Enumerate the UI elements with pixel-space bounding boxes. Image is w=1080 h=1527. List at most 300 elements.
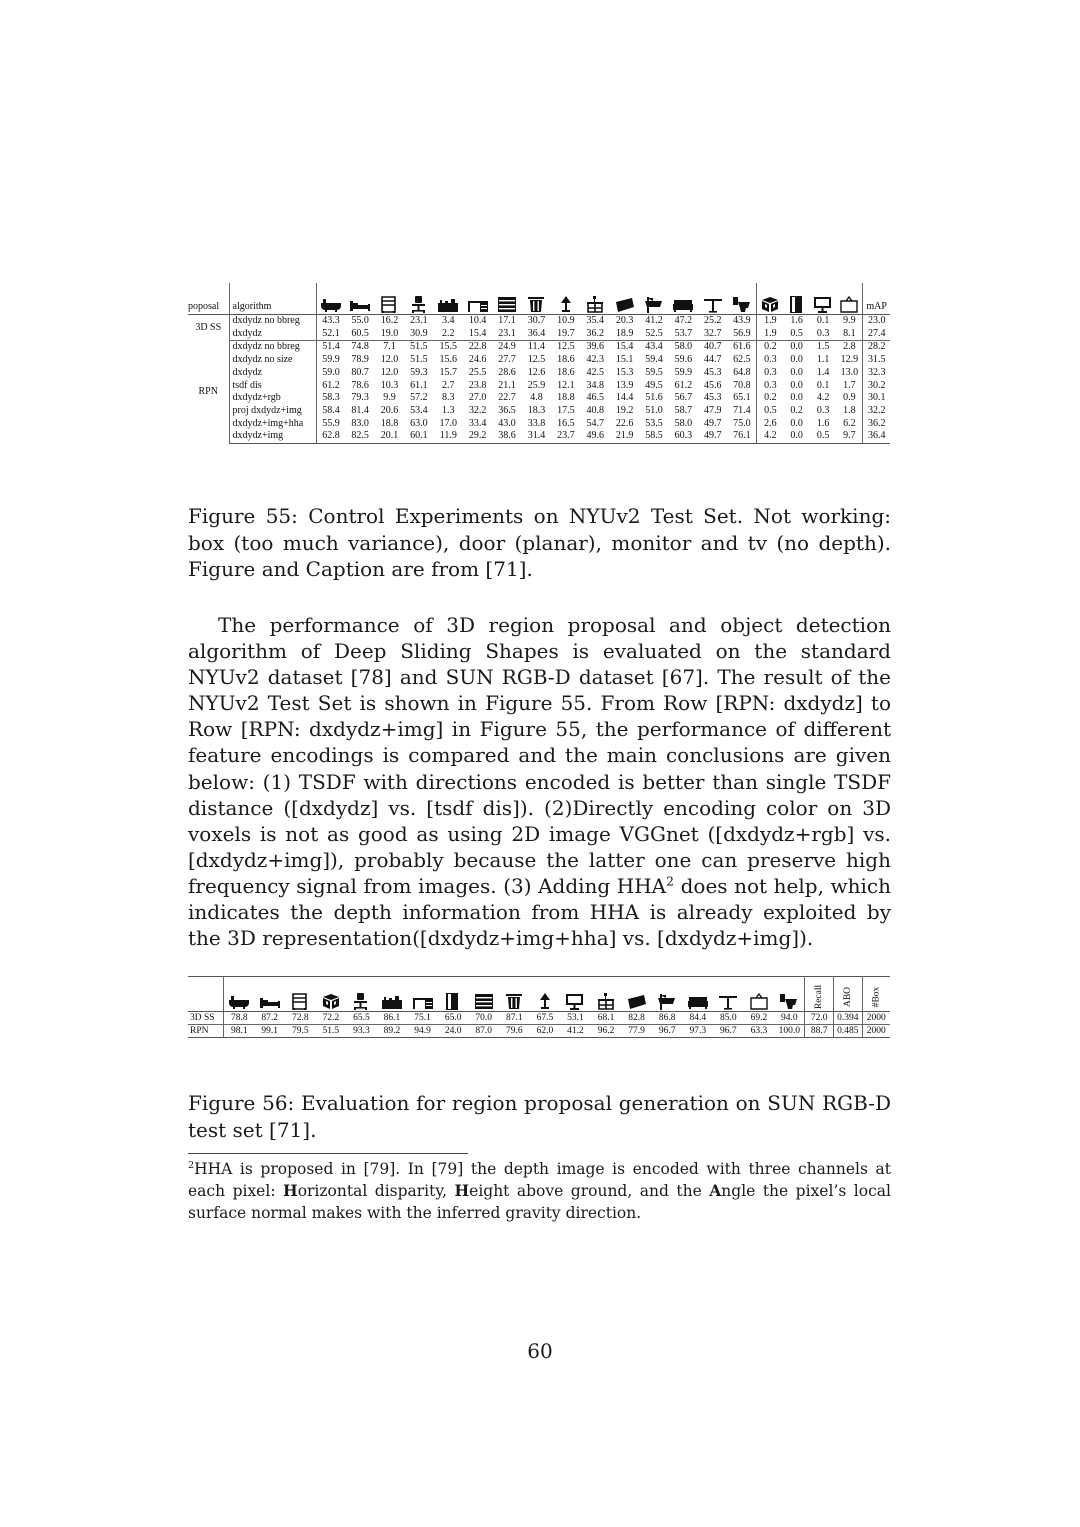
value-cell: 52.1 <box>316 328 345 341</box>
value-cell: 65.5 <box>346 1012 377 1025</box>
value-cell: 21.1 <box>498 379 516 391</box>
bathtub-icon <box>224 992 254 1011</box>
value-cell: 20.3 <box>615 315 634 326</box>
value-cell: 0.5 <box>810 430 837 443</box>
column-header-bed <box>254 977 285 1012</box>
value-cell: 11.9 <box>434 430 463 443</box>
table-row <box>188 328 890 341</box>
value-cell: 20.1 <box>375 430 404 443</box>
footnote-text: orizontal disparity, <box>297 1182 455 1200</box>
column-header-counter <box>434 283 463 315</box>
value-cell: 23.1 <box>492 328 521 341</box>
value-cell: 12.1 <box>557 379 575 391</box>
extra-header-label: Recall <box>814 984 825 1010</box>
value-cell: 12.5 <box>557 341 575 353</box>
value-cell: 45.6 <box>704 379 722 391</box>
value-cell: 72.8 <box>285 1012 316 1025</box>
column-header-tv <box>836 283 863 315</box>
value-cell: 76.1 <box>727 430 756 443</box>
dresser-icon <box>468 992 499 1011</box>
extra-header <box>862 977 890 1012</box>
column-header-sink <box>652 977 683 1012</box>
value-cell: 0.0 <box>790 417 803 429</box>
map-cell: 27.4 <box>863 328 890 341</box>
table-row <box>188 354 890 367</box>
value-cell: 59.6 <box>674 354 693 366</box>
value-cell: 42.5 <box>586 366 604 378</box>
algorithm-cell: proj dxdydz+img <box>229 405 316 418</box>
map-cell: 28.2 <box>863 341 890 354</box>
value-cell: 19.0 <box>375 328 404 341</box>
value-cell: 55.0 <box>351 315 369 326</box>
value-cell: 98.1 <box>224 1025 255 1038</box>
garbage-bin-icon <box>522 295 551 314</box>
column-header-dresser <box>492 283 521 315</box>
value-cell: 58.0 <box>674 417 693 429</box>
value-cell: 23.7 <box>551 430 580 443</box>
value-cell: 79.5 <box>285 1025 316 1038</box>
value-cell: 12.6 <box>527 366 546 378</box>
value-cell: 44.7 <box>704 354 722 366</box>
map-cell: 30.1 <box>863 392 890 405</box>
column-header-sofa <box>682 977 713 1012</box>
sink-icon <box>652 992 683 1011</box>
value-cell: 49.7 <box>704 417 722 429</box>
box-icon <box>316 992 347 1011</box>
value-cell: 33.4 <box>468 417 487 429</box>
value-cell: 2.6 <box>757 418 784 431</box>
value-cell: 58.3 <box>322 392 340 404</box>
value-cell: 25.5 <box>468 366 487 378</box>
map-cell: 36.4 <box>863 430 890 443</box>
value-cell: 99.1 <box>254 1025 285 1038</box>
door-icon <box>783 295 810 314</box>
column-header-chair <box>346 977 377 1012</box>
value-cell: 86.8 <box>652 1012 683 1025</box>
column-header-monitor <box>810 283 837 315</box>
column-header-box <box>757 283 784 315</box>
chair-icon <box>404 295 433 314</box>
value-cell: 38.6 <box>492 430 521 443</box>
value-cell: 20.6 <box>380 404 399 416</box>
column-header-desk <box>463 283 492 315</box>
proposal-header: poposal <box>188 283 229 315</box>
column-header-door <box>438 977 469 1012</box>
algorithm-cell: dxdydz+rgb <box>229 392 316 405</box>
footnote-bold-h: H <box>283 1181 298 1200</box>
value-cell: 61.6 <box>733 341 751 353</box>
value-cell: 0.0 <box>790 379 803 391</box>
value-cell: 36.2 <box>581 328 610 341</box>
sofa-icon <box>669 295 698 314</box>
value-cell: 74.8 <box>351 341 369 353</box>
value-cell: 0.0 <box>783 430 810 443</box>
value-cell: 15.4 <box>463 328 492 341</box>
value-cell: 53.5 <box>645 417 663 429</box>
value-cell: 59.5 <box>645 366 663 378</box>
value-cell: 15.7 <box>439 366 458 378</box>
toilet-icon <box>774 992 804 1011</box>
value-cell: 0.3 <box>816 404 830 416</box>
value-cell: 1.6 <box>790 315 803 326</box>
value-cell: 1.1 <box>816 354 830 366</box>
value-cell: 40.7 <box>704 341 722 353</box>
value-cell: 21.9 <box>610 430 639 443</box>
night-stand-icon <box>581 295 610 314</box>
extra-header <box>833 977 862 1012</box>
value-cell: 22.8 <box>468 341 487 353</box>
value-cell: 49.5 <box>645 379 663 391</box>
column-header-desk <box>407 977 438 1012</box>
value-cell: 61.2 <box>674 379 693 391</box>
value-cell: 1.5 <box>816 341 830 353</box>
value-cell: 94.0 <box>774 1012 805 1025</box>
value-cell: 87.2 <box>254 1012 285 1025</box>
extra-header-label: #Box <box>871 986 882 1008</box>
table-row <box>188 315 890 328</box>
bookshelf-icon <box>375 295 404 314</box>
pillow-icon <box>621 992 652 1011</box>
toilet-icon <box>727 295 756 314</box>
value-cell: 62.5 <box>733 354 751 366</box>
algorithm-cell: dxdydz+img <box>229 430 316 443</box>
value-cell: 0.2 <box>790 404 803 416</box>
value-cell: 30.9 <box>404 328 433 341</box>
value-cell: 13.0 <box>840 366 859 378</box>
value-cell: 89.2 <box>377 1025 408 1038</box>
figure-55-caption: Figure 55: Control Experiments on NYUv2 Test Set. Not working: box (too much variance), door (planar), monitor and tv (no depth). Figure and Caption are from [71]. <box>188 504 891 581</box>
value-cell: 31.4 <box>522 430 551 443</box>
value-cell: 43.4 <box>645 341 663 353</box>
value-cell: 43.9 <box>733 315 751 326</box>
value-cell: 78.8 <box>224 1012 255 1025</box>
column-header-monitor <box>560 977 591 1012</box>
value-cell: 80.7 <box>351 366 369 378</box>
footnote-text: eight above ground, and the <box>469 1182 710 1200</box>
table-row <box>188 1012 890 1025</box>
value-cell: 0.3 <box>810 328 837 341</box>
value-cell: 9.9 <box>383 392 396 404</box>
column-header-sofa <box>669 283 698 315</box>
value-cell: 75.0 <box>733 417 751 429</box>
value-cell: 61.1 <box>410 379 428 391</box>
value-cell: 54.7 <box>586 417 604 429</box>
value-cell: 2.7 <box>442 379 455 391</box>
value-cell: 32.7 <box>698 328 727 341</box>
value-cell: 58.4 <box>322 404 340 416</box>
value-cell: 12.0 <box>380 354 399 366</box>
proposal-cell: 3D SS <box>195 321 222 333</box>
value-cell: 10.9 <box>557 315 575 326</box>
value-cell: 64.8 <box>733 366 751 378</box>
row-label: 3D SS <box>188 1012 224 1025</box>
value-cell: 8.1 <box>836 328 863 341</box>
value-cell: 41.2 <box>560 1025 591 1038</box>
value-cell: 15.4 <box>615 341 634 353</box>
column-header-dresser <box>468 977 499 1012</box>
value-cell: 46.5 <box>586 392 604 404</box>
value-cell: 82.8 <box>621 1012 652 1025</box>
extra-cell: 2000 <box>862 1012 890 1025</box>
value-cell: 0.9 <box>843 392 856 404</box>
value-cell: 86.1 <box>377 1012 408 1025</box>
value-cell: 0.1 <box>816 379 830 391</box>
value-cell: 85.0 <box>713 1012 744 1025</box>
box-icon <box>757 295 783 314</box>
value-cell: 27.7 <box>498 354 516 366</box>
row-label-header <box>188 977 224 1012</box>
lamp-icon <box>530 992 561 1011</box>
value-cell: 35.4 <box>586 315 604 326</box>
value-cell: 97.3 <box>682 1025 713 1038</box>
value-cell: 0.0 <box>790 341 803 353</box>
monitor-icon <box>560 992 591 1011</box>
map-cell: 32.3 <box>863 367 890 380</box>
value-cell: 1.6 <box>816 417 830 429</box>
value-cell: 32.2 <box>468 404 487 416</box>
value-cell: 18.8 <box>380 417 399 429</box>
value-cell: 45.3 <box>704 366 722 378</box>
value-cell: 56.7 <box>674 392 693 404</box>
value-cell: 84.4 <box>682 1012 713 1025</box>
column-header-chair <box>404 283 433 315</box>
value-cell: 24.0 <box>438 1025 469 1038</box>
value-cell: 18.6 <box>557 366 575 378</box>
value-cell: 71.4 <box>733 404 751 416</box>
value-cell: 1.4 <box>816 366 830 378</box>
paragraph-text-cont: does not help, which indicates the depth information from HHA is already exploited by the 3D representation([dxdydz+img+hha] vs. [dxdydz+img]). <box>188 873 891 951</box>
column-header-bed <box>345 283 374 315</box>
row-label: RPN <box>188 1025 224 1038</box>
value-cell: 34.8 <box>586 379 604 391</box>
value-cell: 12.9 <box>840 354 859 366</box>
monitor-icon <box>810 295 837 314</box>
footnote-text: ngle the pixel’s local surface normal makes with the inferred gravity direction. <box>188 1182 891 1222</box>
map-cell: 30.2 <box>863 380 890 393</box>
table-icon <box>713 992 744 1011</box>
value-cell: 18.3 <box>527 404 546 416</box>
map-cell: 32.2 <box>863 405 890 418</box>
extra-cell: 2000 <box>862 1025 890 1038</box>
extra-cell: 0.394 <box>833 1012 862 1025</box>
value-cell: 7.1 <box>383 341 396 353</box>
value-cell: 30.7 <box>527 315 546 326</box>
value-cell: 0.3 <box>757 380 784 393</box>
value-cell: 45.3 <box>704 392 722 404</box>
value-cell: 70.8 <box>733 379 751 391</box>
algorithm-cell: dxdydz+img+hha <box>229 418 316 431</box>
value-cell: 19.7 <box>551 328 580 341</box>
value-cell: 4.2 <box>757 430 784 443</box>
value-cell: 1.7 <box>843 379 856 391</box>
value-cell: 81.4 <box>351 404 369 416</box>
column-header-night-stand <box>591 977 622 1012</box>
dresser-icon <box>492 295 521 314</box>
value-cell: 42.3 <box>586 354 604 366</box>
value-cell: 18.6 <box>557 354 575 366</box>
value-cell: 25.9 <box>527 379 546 391</box>
value-cell: 0.2 <box>757 341 784 354</box>
value-cell: 9.9 <box>843 315 856 326</box>
value-cell: 39.6 <box>586 341 604 353</box>
sofa-icon <box>682 992 713 1011</box>
proposal-cell: RPN <box>198 385 218 397</box>
value-cell: 58.7 <box>674 404 693 416</box>
value-cell: 10.3 <box>380 379 399 391</box>
value-cell: 13.9 <box>615 379 634 391</box>
footnote-mark: 2 <box>188 1159 195 1171</box>
footnote-bold-h: H <box>454 1181 470 1200</box>
value-cell: 0.0 <box>790 354 803 366</box>
table-row <box>188 392 890 405</box>
value-cell: 28.6 <box>498 366 516 378</box>
value-cell: 9.7 <box>836 430 863 443</box>
value-cell: 36.5 <box>498 404 516 416</box>
value-cell: 75.1 <box>407 1012 438 1025</box>
value-cell: 0.0 <box>790 366 803 378</box>
chair-icon <box>346 992 377 1011</box>
column-header-door <box>783 283 810 315</box>
column-header-pillow <box>621 977 652 1012</box>
value-cell: 24.9 <box>498 341 516 353</box>
value-cell: 60.1 <box>404 430 433 443</box>
table-row <box>188 430 890 443</box>
value-cell: 36.4 <box>522 328 551 341</box>
value-cell: 0.3 <box>757 367 784 380</box>
value-cell: 25.2 <box>704 315 722 326</box>
value-cell: 51.4 <box>322 341 340 353</box>
footnote-ref[interactable]: 2 <box>666 873 675 889</box>
value-cell: 96.7 <box>652 1025 683 1038</box>
value-cell: 29.2 <box>463 430 492 443</box>
value-cell: 49.6 <box>581 430 610 443</box>
value-cell: 58.0 <box>674 341 693 353</box>
value-cell: 55.9 <box>322 417 340 429</box>
value-cell: 78.9 <box>351 354 369 366</box>
map-cell: 23.0 <box>863 315 890 328</box>
map-cell: 36.2 <box>863 418 890 431</box>
algorithm-cell: dxdydz no size <box>229 354 316 367</box>
value-cell: 61.2 <box>322 379 340 391</box>
value-cell: 1.8 <box>843 404 856 416</box>
value-cell: 51.6 <box>645 392 663 404</box>
value-cell: 58.5 <box>639 430 668 443</box>
bookshelf-icon <box>285 992 316 1011</box>
value-cell: 51.0 <box>645 404 663 416</box>
value-cell: 60.5 <box>345 328 374 341</box>
extra-cell: 0.485 <box>833 1025 862 1038</box>
value-cell: 1.9 <box>757 328 784 341</box>
value-cell: 0.5 <box>757 405 784 418</box>
column-header-toilet <box>727 283 756 315</box>
extra-cell: 72.0 <box>805 1012 834 1025</box>
value-cell: 0.3 <box>757 354 784 367</box>
value-cell: 0.5 <box>783 328 810 341</box>
value-cell: 43.3 <box>322 315 340 326</box>
value-cell: 23.8 <box>468 379 487 391</box>
body-paragraph <box>188 612 891 951</box>
value-cell: 3.4 <box>442 315 455 326</box>
region-proposal-table <box>188 976 890 1038</box>
value-cell: 0.0 <box>790 392 803 404</box>
value-cell: 1.9 <box>757 315 784 328</box>
value-cell: 2.8 <box>843 341 856 353</box>
column-header-pillow <box>610 283 639 315</box>
value-cell: 40.8 <box>586 404 604 416</box>
value-cell: 22.6 <box>615 417 634 429</box>
column-header-bathtub <box>316 283 345 315</box>
value-cell: 59.4 <box>645 354 663 366</box>
value-cell: 94.9 <box>407 1025 438 1038</box>
value-cell: 68.1 <box>591 1012 622 1025</box>
desk-icon <box>407 992 438 1011</box>
value-cell: 4.8 <box>530 392 543 404</box>
value-cell: 0.2 <box>757 392 784 405</box>
value-cell: 62.8 <box>316 430 345 443</box>
value-cell: 47.2 <box>674 315 693 326</box>
footnote-text: HHA is proposed in [79]. In [79] the depth image is encoded with three channels at each pixel: <box>188 1160 891 1200</box>
value-cell: 67.5 <box>530 1012 561 1025</box>
column-header-table <box>713 977 744 1012</box>
algorithm-cell: dxdydz no bbreg <box>229 315 316 328</box>
value-cell: 87.1 <box>499 1012 530 1025</box>
table-row <box>188 367 890 380</box>
value-cell: 11.4 <box>527 341 546 353</box>
value-cell: 52.5 <box>639 328 668 341</box>
tv-icon <box>744 992 775 1011</box>
value-cell: 59.9 <box>674 366 693 378</box>
figure-56-caption: Figure 56: Evaluation for region proposal generation on SUN RGB-D test set [71]. <box>188 1091 891 1142</box>
footnote-rule <box>188 1153 468 1154</box>
extra-header <box>805 977 834 1012</box>
value-cell: 96.2 <box>591 1025 622 1038</box>
value-cell: 16.5 <box>557 417 575 429</box>
night-stand-icon <box>591 992 622 1011</box>
value-cell: 12.5 <box>527 354 546 366</box>
value-cell: 77.9 <box>621 1025 652 1038</box>
value-cell: 70.0 <box>468 1012 499 1025</box>
bathtub-icon <box>317 295 346 314</box>
column-header-bookshelf <box>375 283 404 315</box>
value-cell: 79.3 <box>351 392 369 404</box>
counter-icon <box>377 992 408 1011</box>
table-row <box>188 341 890 354</box>
value-cell: 51.5 <box>316 1025 347 1038</box>
column-header-sink <box>639 283 668 315</box>
value-cell: 1.3 <box>442 404 455 416</box>
value-cell: 15.1 <box>615 354 634 366</box>
column-header-tv <box>744 977 775 1012</box>
value-cell: 72.2 <box>316 1012 347 1025</box>
value-cell: 100.0 <box>774 1025 805 1038</box>
table-row <box>188 405 890 418</box>
table-row <box>188 1025 890 1038</box>
extra-header-label: ABO <box>842 986 853 1008</box>
algorithm-cell: tsdf dis <box>229 380 316 393</box>
footnote-bold-a: A <box>709 1181 722 1200</box>
footnote <box>188 1158 891 1224</box>
value-cell: 51.5 <box>410 341 428 353</box>
value-cell: 15.5 <box>439 341 458 353</box>
column-header-toilet <box>774 977 805 1012</box>
value-cell: 18.8 <box>557 392 575 404</box>
sink-icon <box>639 295 668 314</box>
column-header-counter <box>377 977 408 1012</box>
value-cell: 17.0 <box>439 417 458 429</box>
value-cell: 87.0 <box>468 1025 499 1038</box>
value-cell: 65.1 <box>733 392 751 404</box>
value-cell: 65.0 <box>438 1012 469 1025</box>
